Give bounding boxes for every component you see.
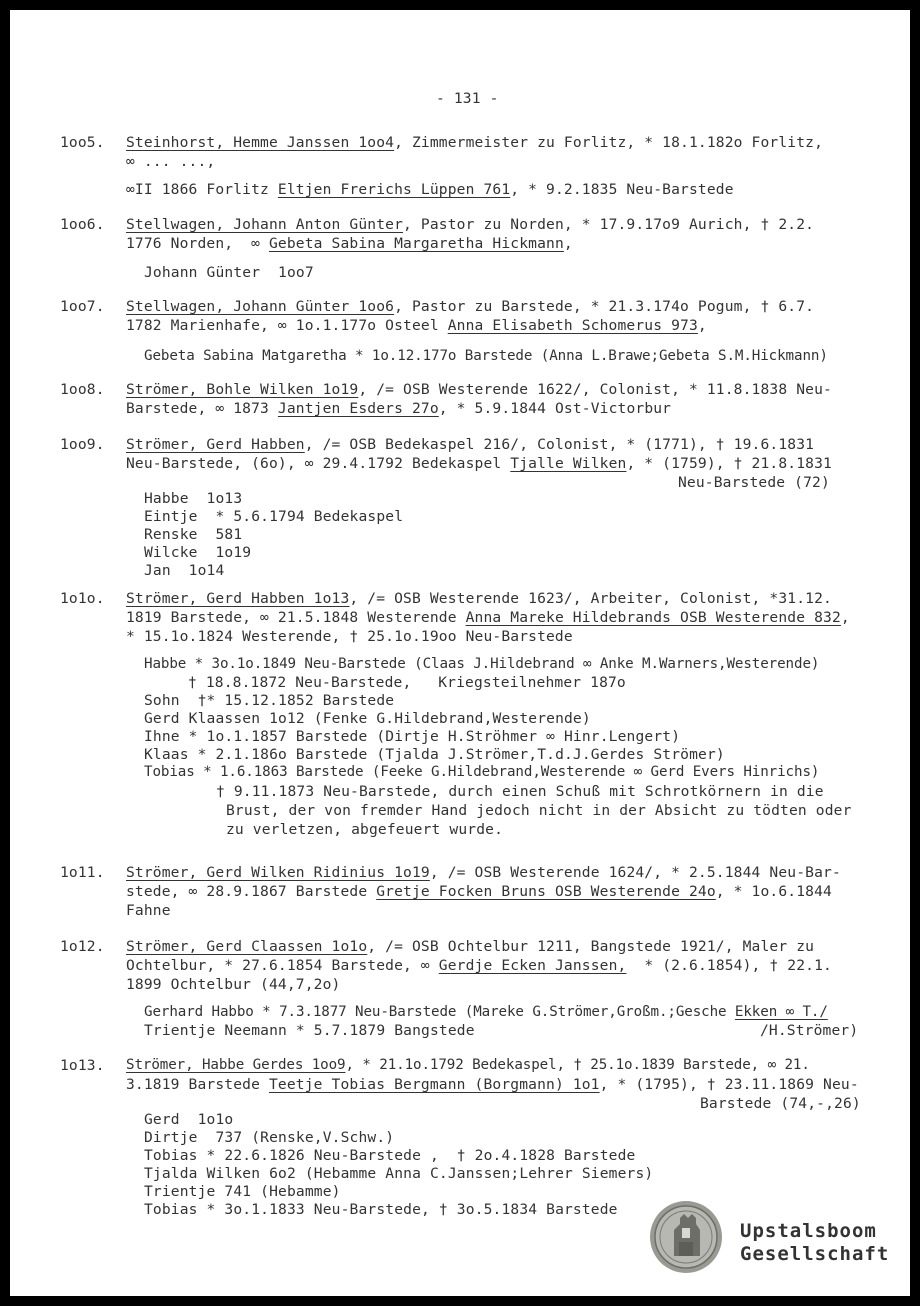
entry-text-line: Strömer, Habbe Gerdes 1oo9, * 21.1o.1792 Bedekaspel, † 25.1o.1839 Barstede, ∞ 21. [126, 1057, 810, 1073]
page-number: - 131 - [436, 90, 499, 107]
child-line: Wilcke 1o19 [144, 544, 252, 561]
spouse-name: Gerdje Ecken Janssen, [438, 957, 627, 974]
entry-name: Strömer, Gerd Habben 1o13 [126, 590, 350, 607]
child-line: Ihne * 1o.1.1857 Barstede (Dirtje H.Ströhmer ∞ Hinr.Lengert) [144, 728, 681, 745]
entry-name: Steinhorst, Hemme Janssen 1oo4 [126, 134, 395, 151]
seal-logo-icon [649, 1200, 723, 1274]
entry-number: 1oo8. [60, 381, 105, 398]
child-line: Gerd Klaassen 1o12 (Fenke G.Hildebrand,Westerende) [144, 710, 591, 727]
entry-text-line: 1899 Ochtelbur (44,7,2o) [126, 976, 341, 993]
child-line: Tobias * 1.6.1863 Barstede (Feeke G.Hildebrand,Westerende ∞ Gerd Evers Hinrichs) [144, 764, 820, 780]
entry-text-line: 1782 Marienhafe, ∞ 1o.1.177o Osteel Anna Elisabeth Schomerus 973, [126, 317, 707, 334]
brand-line-1: Upstalsboom [740, 1220, 877, 1242]
entry-text-line: * 15.1o.1824 Westerende, † 25.1o.19oo Neu-Barstede [126, 628, 573, 645]
entry-number: 1oo5. [60, 134, 105, 151]
entry-number: 1o12. [60, 938, 105, 955]
entry-number: 1oo7. [60, 298, 105, 315]
child-line: Gebeta Sabina Matgaretha * 1o.12.177o Barstede (Anna L.Brawe;Gebeta S.M.Hickmann) [144, 348, 828, 364]
child-line: Gerd 1o1o [144, 1111, 234, 1128]
spouse-name: Teetje Tobias Bergmann (Borgmann) 1o1 [268, 1076, 600, 1093]
entry-text-line: 3.1819 Barstede Teetje Tobias Bergmann (Borgmann) 1o1, * (1795), † 23.11.1869 Neu- [126, 1076, 859, 1093]
spouse-name: Gebeta Sabina Margaretha Hickmann [268, 235, 564, 252]
child-line u: /H.Strömer) [760, 1022, 859, 1039]
child-line: zu verletzen, abgefeuert wurde. [226, 821, 504, 838]
spouse-name: Eltjen Frerichs Lüppen 761 [277, 181, 511, 198]
spouse-name: Jantjen Esders 27o [277, 400, 439, 417]
child-line: Dirtje 737 (Renske,V.Schw.) [144, 1129, 395, 1146]
spouse-name: Tjalle Wilken [510, 455, 627, 472]
entry-text-line: Neu-Barstede (72) [678, 474, 830, 491]
entry-text-line: Neu-Barstede, (6o), ∞ 29.4.1792 Bedekaspel Tjalle Wilken, * (1759), † 21.8.1831 [126, 455, 832, 472]
child-line: Trientje 741 (Hebamme) [144, 1183, 341, 1200]
entry-text-line: 1776 Norden, ∞ Gebeta Sabina Margaretha Hickmann, [126, 235, 573, 252]
entry-text-line: Strömer, Bohle Wilken 1o19, /= OSB Westerende 1622/, Colonist, * 11.8.1838 Neu- [126, 381, 832, 398]
child-line: Sohn †* 15.12.1852 Barstede [144, 692, 395, 709]
entry-number: 1oo6. [60, 216, 105, 233]
entry-text-line: 1819 Barstede, ∞ 21.5.1848 Westerende Anna Mareke Hildebrands OSB Westerende 832, [126, 609, 850, 626]
entry-number: 1o1o. [60, 590, 105, 607]
document-page [10, 10, 910, 1296]
child-line: † 9.11.1873 Neu-Barstede, durch einen Schuß mit Schrotkörnern in die [216, 783, 824, 800]
entry-text-line: Strömer, Gerd Habben, /= OSB Bedekaspel 216/, Colonist, * (1771), † 19.6.1831 [126, 436, 815, 453]
entry-text-line: Strömer, Gerd Claassen 1o1o, /= OSB Ochtelbur 1211, Bangstede 1921/, Maler zu [126, 938, 815, 955]
entry-text-line: Ochtelbur, * 27.6.1854 Barstede, ∞ Gerdje Ecken Janssen, * (2.6.1854), † 22.1. [126, 957, 832, 974]
child-line: Gerhard Habbo * 7.3.1877 Neu-Barstede (Mareke G.Strömer,Großm.;Gesche Ekken ∞ T./ [144, 1004, 828, 1020]
child-line: Jan 1o14 [144, 562, 225, 579]
entry-text-line: Strömer, Gerd Habben 1o13, /= OSB Westerende 1623/, Arbeiter, Colonist, *31.12. [126, 590, 832, 607]
child-line: Habbe 1o13 [144, 490, 243, 507]
entry-name: Stellwagen, Johann Günter 1oo6 [126, 298, 395, 315]
child-line: Tobias * 3o.1.1833 Neu-Barstede, † 3o.5.1834 Barstede [144, 1201, 618, 1218]
entry-name: Stellwagen, Johann Anton Günter [126, 216, 404, 233]
spouse-name: Anna Mareke Hildebrands OSB Westerende 832 [465, 609, 841, 626]
child-line: Brust, der von fremder Hand jedoch nicht in der Absicht zu tödten oder [226, 802, 852, 819]
entry-number: 1oo9. [60, 436, 105, 453]
child-line: Habbe * 3o.1o.1849 Neu-Barstede (Claas J.Hildebrand ∞ Anke M.Warners,Westerende) [144, 656, 820, 672]
child-line: † 18.8.1872 Neu-Barstede, Kriegsteilnehmer 187o [188, 674, 626, 691]
brand-line-2: Gesellschaft [740, 1243, 890, 1265]
child-line: Trientje Neemann * 5.7.1879 Bangstede [144, 1022, 475, 1039]
child-line: Klaas * 2.1.186o Barstede (Tjalda J.Strömer,T.d.J.Gerdes Strömer) [144, 746, 725, 763]
entry-text-line: ∞ ... ..., [126, 153, 216, 170]
child-line: Tobias * 22.6.1826 Neu-Barstede , † 2o.4.1828 Barstede [144, 1147, 636, 1164]
entry-text-line: Steinhorst, Hemme Janssen 1oo4, Zimmermeister zu Forlitz, * 18.1.182o Forlitz, [126, 134, 824, 151]
entry-text-line: ∞II 1866 Forlitz Eltjen Frerichs Lüppen 761, * 9.2.1835 Neu-Barstede [126, 181, 734, 198]
entry-name: Strömer, Gerd Habben [126, 436, 305, 453]
child-line: Tjalda Wilken 6o2 (Hebamme Anna C.Janssen;Lehrer Siemers) [144, 1165, 654, 1182]
entry-name: Strömer, Bohle Wilken 1o19 [126, 381, 359, 398]
entry-number: 1o13. [60, 1057, 105, 1074]
entry-text-line: stede, ∞ 28.9.1867 Barstede Gretje Focken Bruns OSB Westerende 24o, * 1o.6.1844 [126, 883, 832, 900]
entry-name: Strömer, Habbe Gerdes 1oo9 [126, 1057, 346, 1073]
child-line: Eintje * 5.6.1794 Bedekaspel [144, 508, 404, 525]
entry-name: Strömer, Gerd Claassen 1o1o [126, 938, 368, 955]
child-line: Johann Günter 1oo7 [144, 264, 314, 281]
entry-name: Strömer, Gerd Wilken Ridinius 1o19 [126, 864, 430, 881]
entry-text-line: Strömer, Gerd Wilken Ridinius 1o19, /= OSB Westerende 1624/, * 2.5.1844 Neu-Bar- [126, 864, 841, 881]
entry-text-line: Stellwagen, Johann Günter 1oo6, Pastor zu Barstede, * 21.3.174o Pogum, † 6.7. [126, 298, 815, 315]
entry-text-line: Stellwagen, Johann Anton Günter, Pastor zu Norden, * 17.9.17o9 Aurich, † 2.2. [126, 216, 815, 233]
entry-text-line: Barstede, ∞ 1873 Jantjen Esders 27o, * 5.9.1844 Ost-Victorbur [126, 400, 672, 417]
entry-number: 1o11. [60, 864, 105, 881]
entry-text-line: Barstede (74,-,26) [700, 1095, 861, 1112]
entry-text-line: Fahne [126, 902, 171, 919]
brand-name [740, 1220, 889, 1266]
spouse-name: Gretje Focken Bruns OSB Westerende 24o [376, 883, 716, 900]
spouse-name: Anna Elisabeth Schomerus 973 [447, 317, 698, 334]
child-line: Renske 581 [144, 526, 243, 543]
